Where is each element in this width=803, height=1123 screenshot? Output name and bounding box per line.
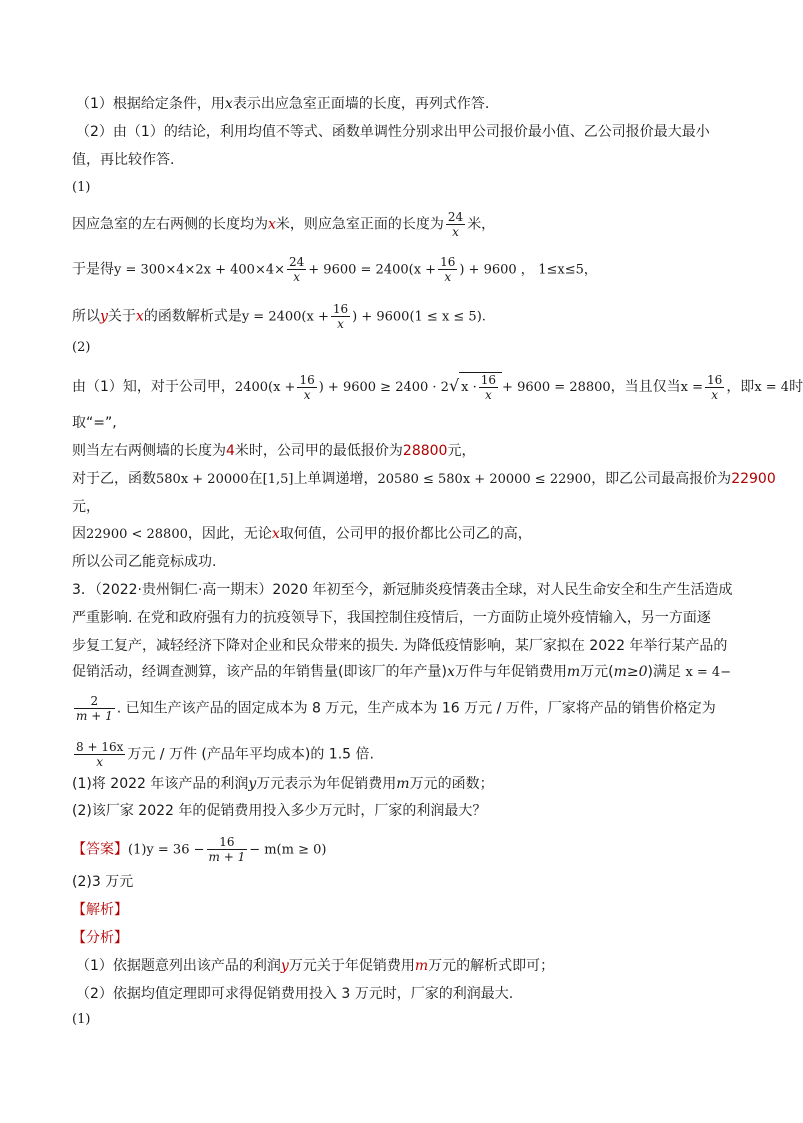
value: 28800: [402, 443, 448, 459]
var-x: x: [271, 526, 280, 542]
analysis-item-1: [76, 94, 489, 114]
range: 1≤x≤5，: [538, 262, 597, 278]
var-y: y: [280, 958, 289, 974]
part2-line6: [72, 524, 532, 545]
fraction: [705, 373, 724, 402]
text: 对于乙，函数: [72, 471, 156, 487]
text: 米时，公司甲的最低报价为: [234, 443, 403, 459]
numerator: 8 + 16x: [76, 740, 124, 754]
equation: y = 2400(x +: [241, 309, 329, 325]
sqrt-sign: √: [448, 376, 460, 395]
var-x: x: [446, 664, 455, 680]
text: 万元关于年促销费用: [288, 958, 415, 974]
text: 米，: [467, 216, 496, 233]
text: 因应急室的左右两侧的长度均为: [72, 216, 268, 233]
answer-line1: [72, 835, 326, 864]
text: 因: [72, 526, 86, 542]
equation: y = 36 −: [146, 842, 205, 858]
part2-line5: 元，: [72, 499, 100, 515]
value: 4: [226, 443, 235, 459]
equation: 2400(x +: [234, 380, 296, 395]
var-y: y: [248, 776, 257, 792]
text: 取何值，公司甲的报价都比公司乙的高，: [279, 526, 532, 542]
analysis-tag: 【分析】: [72, 930, 128, 946]
fraction: [438, 255, 457, 284]
equation: x = 4: [754, 380, 790, 395]
denominator: m + 1: [76, 709, 113, 723]
equation: y = 300×4×2x + 400×4×: [114, 262, 285, 278]
equation: ) + 9600 ≥ 2400 · 2: [318, 380, 449, 395]
text: 万元 / 万件 (产品年平均成本)的 1.5 倍.: [127, 746, 374, 763]
denominator: x: [293, 270, 301, 284]
text: (1): [128, 842, 147, 858]
denominator: x: [96, 755, 104, 769]
equation: − m(m ≥ 0): [249, 842, 327, 858]
numerator: 16: [299, 372, 315, 387]
equation: 20580 ≤ 580x + 20000 ≤ 22900: [377, 472, 592, 487]
fraction: [74, 740, 125, 769]
text: 万元(: [580, 664, 614, 680]
text: ，当且仅当: [610, 379, 681, 395]
part2-line2: 取“=”,: [72, 415, 117, 431]
text: . 已知生产该产品的固定成本为 8 万元，生产成本为 16 万元 / 万件，厂家将产品的销售价格定为: [116, 700, 716, 717]
fraction: [297, 373, 316, 402]
answer-line2: (2)3 万元: [72, 874, 134, 890]
text: 时: [789, 379, 803, 395]
sqrt-body: [459, 372, 502, 402]
var-y: y: [100, 308, 108, 325]
part2-line4: [72, 469, 776, 490]
var-x: x: [268, 216, 276, 233]
equation: + 9600 = 2400(x +: [308, 262, 437, 278]
text: 万元的函数；: [409, 776, 494, 792]
equation: x = 4−: [685, 665, 732, 680]
equation: ) + 9600(1 ≤ x ≤ 5).: [352, 309, 486, 325]
fraction: [287, 255, 306, 284]
answer-tag: 【答案】: [72, 841, 128, 858]
numerator: 16: [207, 835, 248, 850]
problem3-line5: [72, 694, 716, 723]
numerator: 16: [707, 372, 723, 387]
equation: ) + 9600 ，: [459, 262, 534, 278]
text: 上单调递增，: [293, 471, 378, 487]
analysis-item-2: （2）由（1）的结论，利用均值不等式、函数单调性分别求出甲公司报价最小值、乙公司报价最大最小: [76, 124, 710, 140]
fraction: [207, 835, 248, 864]
text: (1)将 2022 年该产品的利润: [72, 776, 249, 792]
value: 22900: [731, 471, 776, 487]
part2-line3: [72, 441, 475, 461]
equation: 22900 < 28800: [86, 527, 188, 542]
fraction: [479, 373, 498, 402]
text: （1）依据题意列出该产品的利润: [76, 958, 281, 974]
var-m: m: [414, 958, 429, 974]
part2-label: (2): [72, 340, 91, 355]
text: x ·: [461, 380, 477, 395]
text: 的函数解析式是: [143, 308, 242, 325]
numerator: 16: [332, 302, 349, 316]
part1-line3: [72, 302, 486, 331]
text: 则当左右两侧墙的长度为: [72, 443, 226, 459]
equation: + 9600 = 28800: [502, 380, 611, 395]
text: 关于: [107, 308, 136, 325]
interval: [1,5]: [262, 472, 294, 487]
solution-tag: 【解析】: [72, 902, 128, 918]
denominator: m + 1: [208, 850, 246, 864]
fraction: [331, 302, 350, 331]
condition: m≥0: [613, 664, 648, 680]
text: （1）根据给定条件，用: [76, 96, 225, 112]
problem3-line4: [72, 662, 731, 683]
part2-line1: [72, 372, 803, 402]
problem3-line6: [72, 740, 374, 769]
equation: 580x + 20000: [156, 472, 249, 487]
part1-line1: [72, 210, 495, 239]
text: 所以: [72, 308, 100, 325]
equation: x =: [680, 380, 704, 395]
var-x: x: [135, 308, 144, 325]
text: 万件与年促销费用: [454, 664, 567, 680]
analysis-item-2-cont: 值，再比较作答.: [72, 152, 175, 168]
solution-part-label: (1): [72, 1012, 91, 1027]
numerator: 24: [289, 255, 305, 269]
text: 表示出应急室正面墙的长度，再列式作答.: [232, 96, 490, 112]
text: 万元表示为年促销费用: [256, 776, 397, 792]
problem3-line3: 步复工复产，减轻经济下降对企业和民众带来的损失. 为降低疫情影响，某厂家拟在 2022 年举行某产品的: [72, 638, 728, 654]
problem3-q1: [72, 774, 494, 794]
denominator: x: [337, 317, 344, 331]
fraction: [74, 694, 115, 723]
analysis-item-a2: （2）依据均值定理即可求得促销费用投入 3 万元时，厂家的利润最大.: [76, 986, 514, 1002]
numerator: 16: [440, 255, 456, 269]
text: 促销活动，经调查测算，该产品的年销售量(即该厂的年产量): [72, 664, 447, 680]
numerator: 16: [480, 373, 497, 387]
text: 万元的解析式即可；: [428, 958, 555, 974]
problem3-line2: 严重影响. 在党和政府强有力的抗疫领导下，我国控制住疫情后，一方面防止境外疫情输入，另一方面逐: [72, 610, 711, 626]
text: 米，则应急室正面的长度为: [275, 216, 444, 233]
text: 在: [248, 471, 263, 487]
problem3-line1: 3．（2022·贵州铜仁·高一期末）2020 年初至今，新冠肺炎疫情袭击全球，对人民生命安全和生产生活造成: [72, 582, 733, 598]
var-m: m: [396, 776, 410, 792]
text: 由（1）知，对于公司甲，: [72, 379, 235, 395]
numerator: 2: [74, 694, 115, 709]
numerator: 24: [447, 210, 464, 224]
text: ，因此，无论: [187, 526, 272, 542]
problem3-q2: (2)该厂家 2022 年的促销费用投入多少万元时，厂家的利润最大？: [72, 803, 487, 819]
text: ，即: [726, 379, 755, 395]
denominator: x: [452, 225, 459, 239]
denominator: x: [303, 387, 311, 402]
fraction: [446, 210, 465, 239]
denominator: x: [485, 388, 492, 402]
text: 于是得: [72, 261, 114, 278]
part1-label: (1): [72, 180, 91, 195]
denominator: x: [711, 387, 719, 402]
part1-line2: [72, 255, 597, 284]
var-m: m: [566, 664, 581, 680]
text: ，即乙公司最高报价为: [591, 471, 732, 487]
text: 元，: [447, 443, 476, 459]
part2-line7: 所以公司乙能竞标成功.: [72, 554, 217, 570]
text: )满足: [647, 664, 681, 680]
denominator: x: [444, 270, 452, 284]
analysis-item-a1: [76, 956, 554, 976]
var-x: x: [224, 96, 233, 112]
